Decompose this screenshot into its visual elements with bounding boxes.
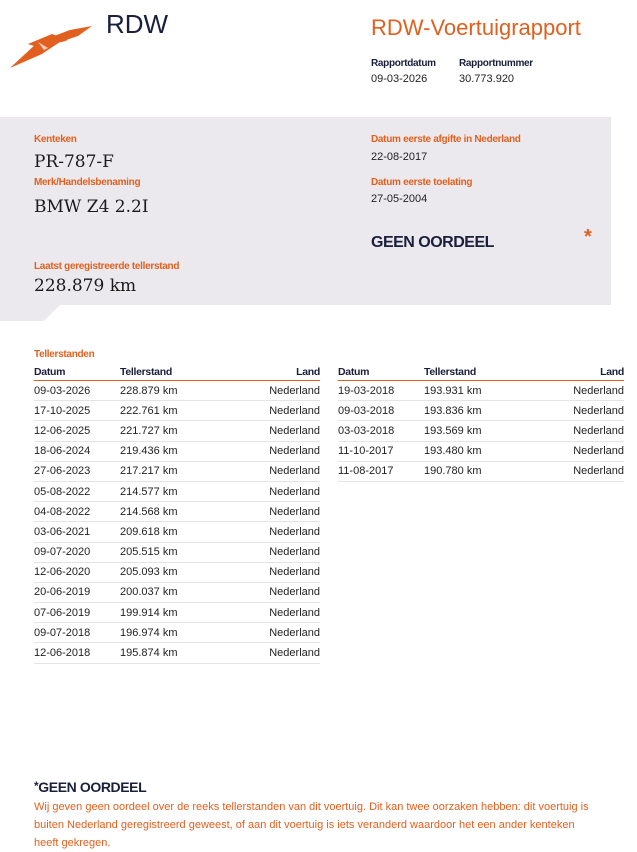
- rdw-logo-icon: [8, 22, 94, 70]
- row-tellerstand: 214.568 km: [120, 502, 230, 522]
- row-tellerstand: 195.874 km: [120, 643, 230, 663]
- row-land: Nederland: [230, 562, 320, 582]
- row-land: Nederland: [230, 421, 320, 441]
- row-datum: 11-10-2017: [338, 441, 424, 461]
- row-land: Nederland: [230, 582, 320, 602]
- row-datum: 09-07-2018: [34, 623, 120, 643]
- row-datum: 27-06-2023: [34, 461, 120, 481]
- row-land: Nederland: [534, 401, 624, 421]
- oordeel-status: GEEN OORDEEL: [371, 234, 494, 251]
- row-land: Nederland: [534, 381, 624, 401]
- footnote-asterisk: *: [34, 779, 39, 793]
- row-datum: 12-06-2018: [34, 643, 120, 663]
- row-land: Nederland: [230, 643, 320, 663]
- table-row: [338, 441, 624, 461]
- row-land: Nederland: [230, 542, 320, 562]
- table-row: [338, 421, 624, 441]
- report-title: RDW-Voertuigrapport: [371, 15, 581, 40]
- row-land: Nederland: [534, 421, 624, 441]
- table-row: [338, 401, 624, 421]
- table-row: [34, 562, 320, 582]
- table-row: [34, 381, 320, 401]
- tellerstanden-right-rows: [338, 381, 624, 482]
- panel-tail: [0, 305, 70, 323]
- table-row: [34, 481, 320, 501]
- row-tellerstand: 205.515 km: [120, 542, 230, 562]
- row-datum: 04-08-2022: [34, 502, 120, 522]
- rapportnummer-value: 30.773.920: [459, 73, 515, 85]
- row-datum: 18-06-2024: [34, 441, 120, 461]
- table-row: [34, 603, 320, 623]
- row-tellerstand: 221.727 km: [120, 421, 230, 441]
- table-row: [34, 401, 320, 421]
- row-datum: 19-03-2018: [338, 381, 424, 401]
- oordeel-asterisk: *: [584, 226, 592, 248]
- row-tellerstand: 193.836 km: [424, 401, 534, 421]
- row-datum: 11-08-2017: [338, 461, 424, 481]
- laatste-tellerstand-label: Laatst geregistreerde tellerstand: [34, 261, 180, 272]
- row-datum: 20-06-2019: [34, 582, 120, 602]
- table-row: [338, 381, 624, 401]
- table-row: [34, 421, 320, 441]
- laatste-tellerstand-value: 228.879 km: [34, 276, 137, 296]
- row-land: Nederland: [230, 603, 320, 623]
- tellerstanden-table-right: [338, 366, 624, 482]
- col-land: Land: [534, 366, 624, 381]
- datum-toelating-label: Datum eerste toelating: [371, 177, 473, 188]
- row-tellerstand: 193.931 km: [424, 381, 534, 401]
- table-row: [34, 623, 320, 643]
- merk-label: Merk/Handelsbenaming: [34, 177, 141, 188]
- row-datum: 09-03-2026: [34, 381, 120, 401]
- row-datum: 12-06-2025: [34, 421, 120, 441]
- row-land: Nederland: [230, 401, 320, 421]
- merk-value: BMW Z4 2.2I: [34, 197, 149, 217]
- row-land: Nederland: [534, 441, 624, 461]
- rapportnummer-label: Rapportnummer: [459, 58, 533, 69]
- table-row: [34, 582, 320, 602]
- row-tellerstand: 205.093 km: [120, 562, 230, 582]
- row-land: Nederland: [230, 441, 320, 461]
- row-tellerstand: 193.480 km: [424, 441, 534, 461]
- row-tellerstand: 209.618 km: [120, 522, 230, 542]
- table-row: [34, 441, 320, 461]
- row-land: Nederland: [230, 502, 320, 522]
- col-tellerstand: Tellerstand: [120, 366, 230, 381]
- table-row: [34, 502, 320, 522]
- footnote-title: GEEN OORDEEL: [38, 779, 147, 795]
- row-datum: 17-10-2025: [34, 401, 120, 421]
- row-tellerstand: 228.879 km: [120, 381, 230, 401]
- rapportdatum-label: Rapportdatum: [371, 58, 436, 69]
- kenteken-value: PR-787-F: [34, 152, 114, 172]
- row-tellerstand: 193.569 km: [424, 421, 534, 441]
- row-tellerstand: 217.217 km: [120, 461, 230, 481]
- row-land: Nederland: [230, 623, 320, 643]
- col-tellerstand: Tellerstand: [424, 366, 534, 381]
- table-row: [34, 522, 320, 542]
- table-row: [34, 643, 320, 663]
- row-tellerstand: 199.914 km: [120, 603, 230, 623]
- datum-afgifte-value: 22-08-2017: [371, 151, 428, 163]
- row-datum: 07-06-2019: [34, 603, 120, 623]
- table-row: [338, 461, 624, 481]
- row-datum: 03-03-2018: [338, 421, 424, 441]
- col-datum: Datum: [338, 366, 424, 381]
- row-tellerstand: 219.436 km: [120, 441, 230, 461]
- row-land: Nederland: [230, 522, 320, 542]
- footnote-heading: [34, 779, 146, 795]
- row-land: Nederland: [230, 481, 320, 501]
- row-datum: 09-03-2018: [338, 401, 424, 421]
- row-land: Nederland: [230, 461, 320, 481]
- row-land: Nederland: [534, 461, 624, 481]
- col-land: Land: [230, 366, 320, 381]
- row-datum: 12-06-2020: [34, 562, 120, 582]
- datum-toelating-value: 27-05-2004: [371, 193, 428, 205]
- tellerstanden-left-rows: [34, 381, 320, 664]
- kenteken-label: Kenteken: [34, 134, 77, 145]
- col-datum: Datum: [34, 366, 120, 381]
- row-tellerstand: 190.780 km: [424, 461, 534, 481]
- footnote-text: Wij geven geen oordeel over de reeks tellerstanden van dit voertuig. Dit kan twee oorzaken hebben: dit voertuig is buiten Nederland geregistreerd geweest, of aan dit voertuig is iets veranderd waardoor het een ander kenteken heeft gekregen.: [34, 801, 589, 849]
- row-tellerstand: 196.974 km: [120, 623, 230, 643]
- row-datum: 05-08-2022: [34, 481, 120, 501]
- table-row: [34, 461, 320, 481]
- row-tellerstand: 222.761 km: [120, 401, 230, 421]
- row-land: Nederland: [230, 381, 320, 401]
- row-datum: 03-06-2021: [34, 522, 120, 542]
- brand-name: RDW: [106, 9, 169, 39]
- table-row: [34, 542, 320, 562]
- tellerstanden-table-left: [34, 366, 320, 664]
- datum-afgifte-label: Datum eerste afgifte in Nederland: [371, 134, 521, 145]
- tellerstanden-title: Tellerstanden: [34, 349, 95, 360]
- rapportdatum-value: 09-03-2026: [371, 73, 428, 85]
- row-tellerstand: 214.577 km: [120, 481, 230, 501]
- row-tellerstand: 200.037 km: [120, 582, 230, 602]
- row-datum: 09-07-2020: [34, 542, 120, 562]
